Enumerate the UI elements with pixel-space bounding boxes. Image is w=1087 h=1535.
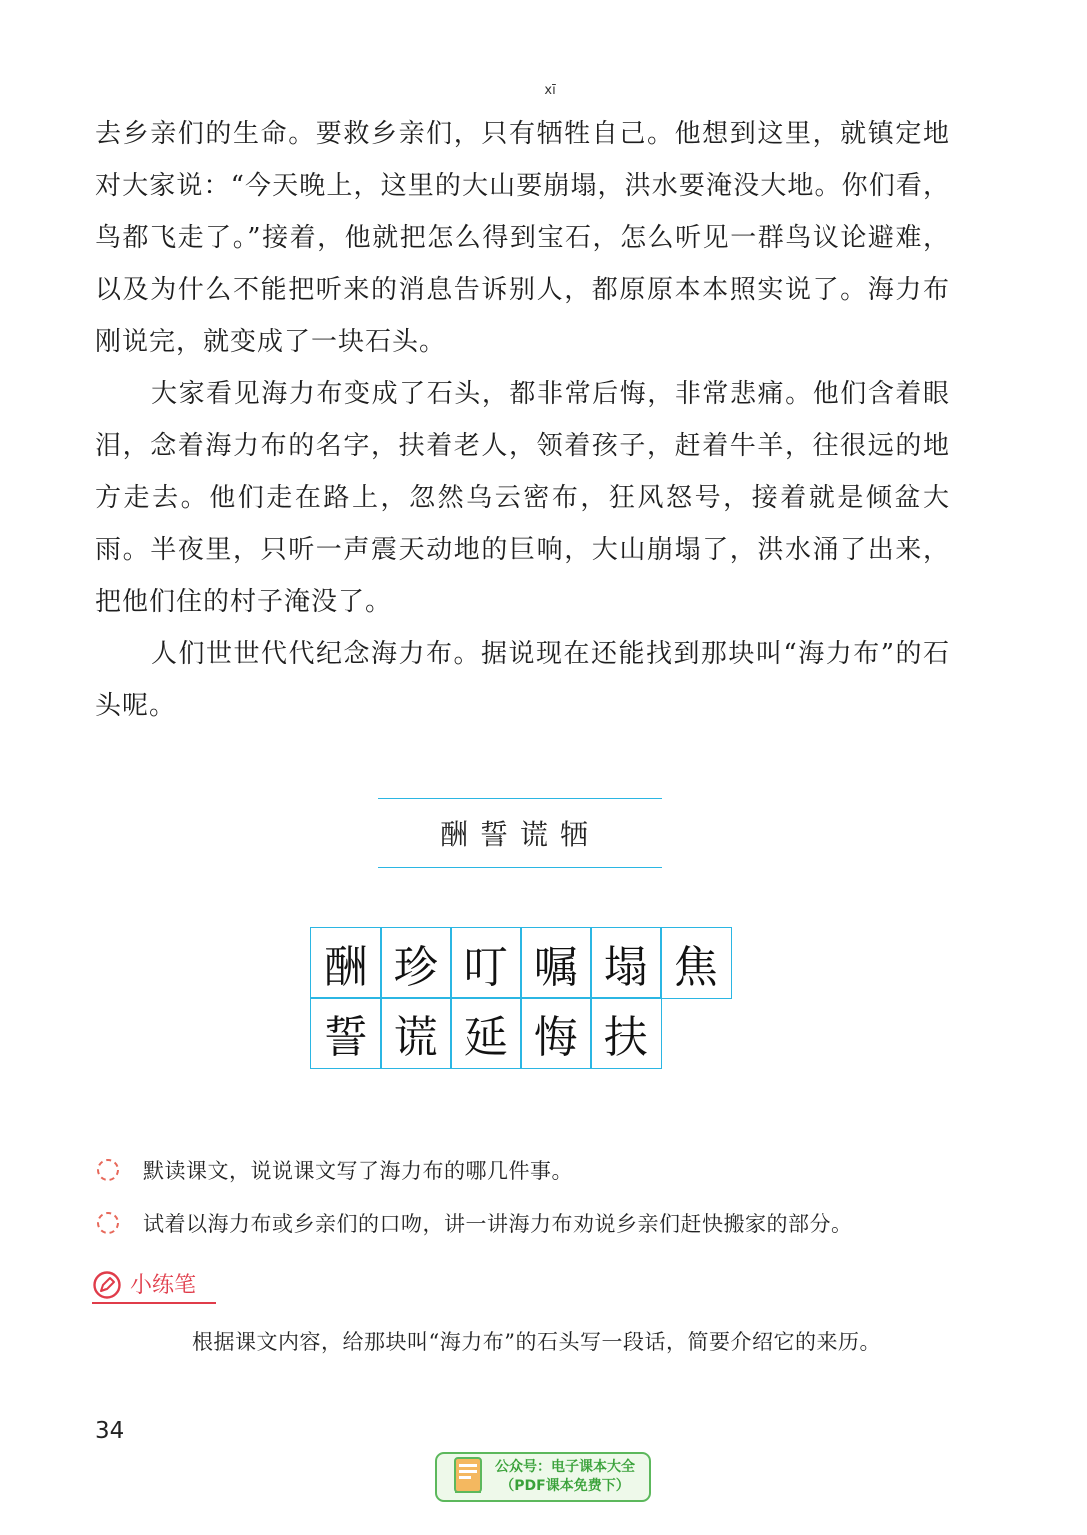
- paragraph-2: 大家看见海力布变成了石头，都非常后悔，非常悲痛。他们含着眼泪，念着海力布的名字，扶着老人，领着孩子，赶着牛羊，往很远的地方走去。他们走在路上，忽然乌云密布，狂风怒号，接着就是倾盆大雨。半夜里，只听一声震天动地的巨响，大山崩塌了，洪水涌了出来，把他们住的村子淹没了。: [95, 379, 950, 617]
- grid-cell: 焦: [660, 927, 732, 999]
- paragraph-3: 人们世世代代纪念海力布。据说现在还能找到那块叫“海力布”的石头呢。: [95, 639, 950, 721]
- paragraph-1: [95, 83, 950, 368]
- grid-cell: 叮: [450, 927, 522, 999]
- grid-cell: 悔: [520, 997, 592, 1069]
- badge-text: [495, 1458, 635, 1496]
- grid-cell: 塌: [590, 927, 662, 999]
- book-icon: [451, 1456, 487, 1498]
- task-1-text: 默读课文，说说课文写了海力布的哪几件事。: [143, 1159, 573, 1183]
- practice-underline: [92, 1302, 216, 1304]
- badge-line-2: （PDF课本免费下）: [500, 1478, 630, 1494]
- vocabulary-words: 酬誓谎牺: [439, 818, 600, 851]
- grid-cell: 谎: [380, 997, 452, 1069]
- task-2-text: 试着以海力布或乡亲们的口吻，讲一讲海力布劝说乡亲们赶快搬家的部分。: [143, 1212, 853, 1236]
- grid-cell: 延: [450, 997, 522, 1069]
- dashed-circle-icon: [95, 1210, 121, 1236]
- pen-icon: [92, 1270, 122, 1300]
- badge-line-1: 公众号：电子课本大全: [495, 1459, 635, 1475]
- pinyin-annotation: xī: [544, 83, 556, 98]
- annotated-char: [536, 83, 564, 160]
- grid-cell: 珍: [380, 927, 452, 999]
- task-2: [95, 1208, 853, 1238]
- dashed-circle-icon: [95, 1157, 121, 1183]
- watermark-badge: [435, 1452, 651, 1502]
- annotated-char-text: 牺: [536, 119, 564, 149]
- paragraph-1-start: 去乡亲们的生命。要救乡亲们，只有: [95, 119, 537, 149]
- grid-cell: 酬: [310, 927, 382, 999]
- page-number: 34: [95, 1418, 125, 1444]
- grid-cell: 誓: [310, 997, 382, 1069]
- task-1: [95, 1155, 573, 1185]
- story-text: [95, 83, 950, 732]
- practice-text: 根据课文内容，给那块叫“海力布”的石头写一段话，简要介绍它的来历。: [192, 1330, 881, 1354]
- paragraph-1-rest: 牲自己。他想到这里，就镇定地对大家说：“今天晚上，这里的大山要崩塌，洪水要淹没大地。你们看，鸟都飞走了。”接着，他就把怎么得到宝石，怎么听见一群鸟议论避难，以及为什么不能把听来的消息告诉别人，都原原本本照实说了。海力布刚说完，就变成了一块石头。: [95, 119, 950, 357]
- grid-cell-empty: [660, 997, 732, 1069]
- writing-char-grid: [310, 927, 730, 1067]
- grid-cell: 嘱: [520, 927, 592, 999]
- vocabulary-box: [378, 798, 662, 868]
- practice-label: [92, 1268, 196, 1302]
- grid-cell: 扶: [590, 997, 662, 1069]
- practice-label-text: 小练笔: [130, 1273, 197, 1298]
